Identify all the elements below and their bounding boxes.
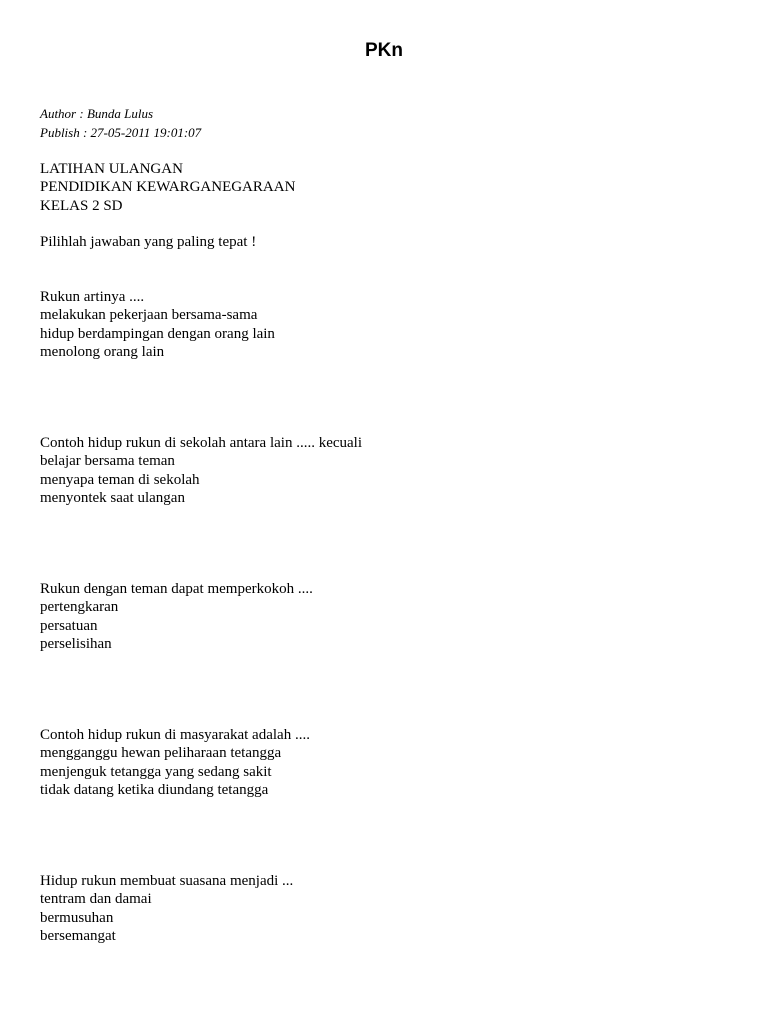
question-text: Rukun artinya .... — [40, 289, 145, 305]
question-text: Hidup rukun membuat suasana menjadi ... — [40, 873, 294, 889]
option-b: persatuan — [40, 617, 98, 634]
heading-line-3: KELAS 2 SD — [40, 197, 123, 214]
question-text: Contoh hidup rukun di masyarakat adalah .... — [40, 727, 310, 743]
option-c: menyontek saat ulangan — [40, 489, 185, 506]
option-c: perselisihan — [40, 635, 112, 652]
publish-line: Publish : 27-05-2011 19:01:07 — [40, 125, 202, 140]
option-b: hidup berdampingan dengan orang lain — [40, 325, 275, 342]
author-line: Author : Bunda Lulus — [40, 106, 154, 121]
instruction-text: Pilihlah jawaban yang paling tepat ! — [40, 234, 257, 250]
question-4 — [40, 726, 310, 799]
question-2 — [40, 434, 362, 507]
question-text: Contoh hidup rukun di sekolah antara lain ..... kecuali — [40, 435, 363, 451]
document-meta — [40, 104, 201, 142]
option-a: mengganggu hewan peliharaan tetangga — [40, 745, 282, 762]
option-a: tentram dan damai — [40, 891, 152, 908]
question-3 — [40, 580, 313, 653]
option-c: menolong orang lain — [40, 343, 165, 360]
exam-heading — [40, 160, 295, 215]
question-5 — [40, 872, 293, 945]
option-b: bermusuhan — [40, 909, 114, 926]
question-text: Rukun dengan teman dapat memperkokoh .... — [40, 581, 313, 597]
option-c: bersemangat — [40, 927, 116, 944]
heading-line-2: PENDIDIKAN KEWARGANEGARAAN — [40, 179, 296, 196]
option-a: melakukan pekerjaan bersama-sama — [40, 307, 258, 324]
option-a: pertengkaran — [40, 599, 119, 616]
option-b: menjenguk tetangga yang sedang sakit — [40, 763, 272, 780]
option-a: belajar bersama teman — [40, 453, 175, 470]
heading-line-1: LATIHAN ULANGAN — [40, 161, 183, 177]
question-1 — [40, 288, 275, 361]
option-b: menyapa teman di sekolah — [40, 471, 200, 488]
document-title: PKn — [365, 40, 403, 61]
option-c: tidak datang ketika diundang tetangga — [40, 781, 269, 798]
